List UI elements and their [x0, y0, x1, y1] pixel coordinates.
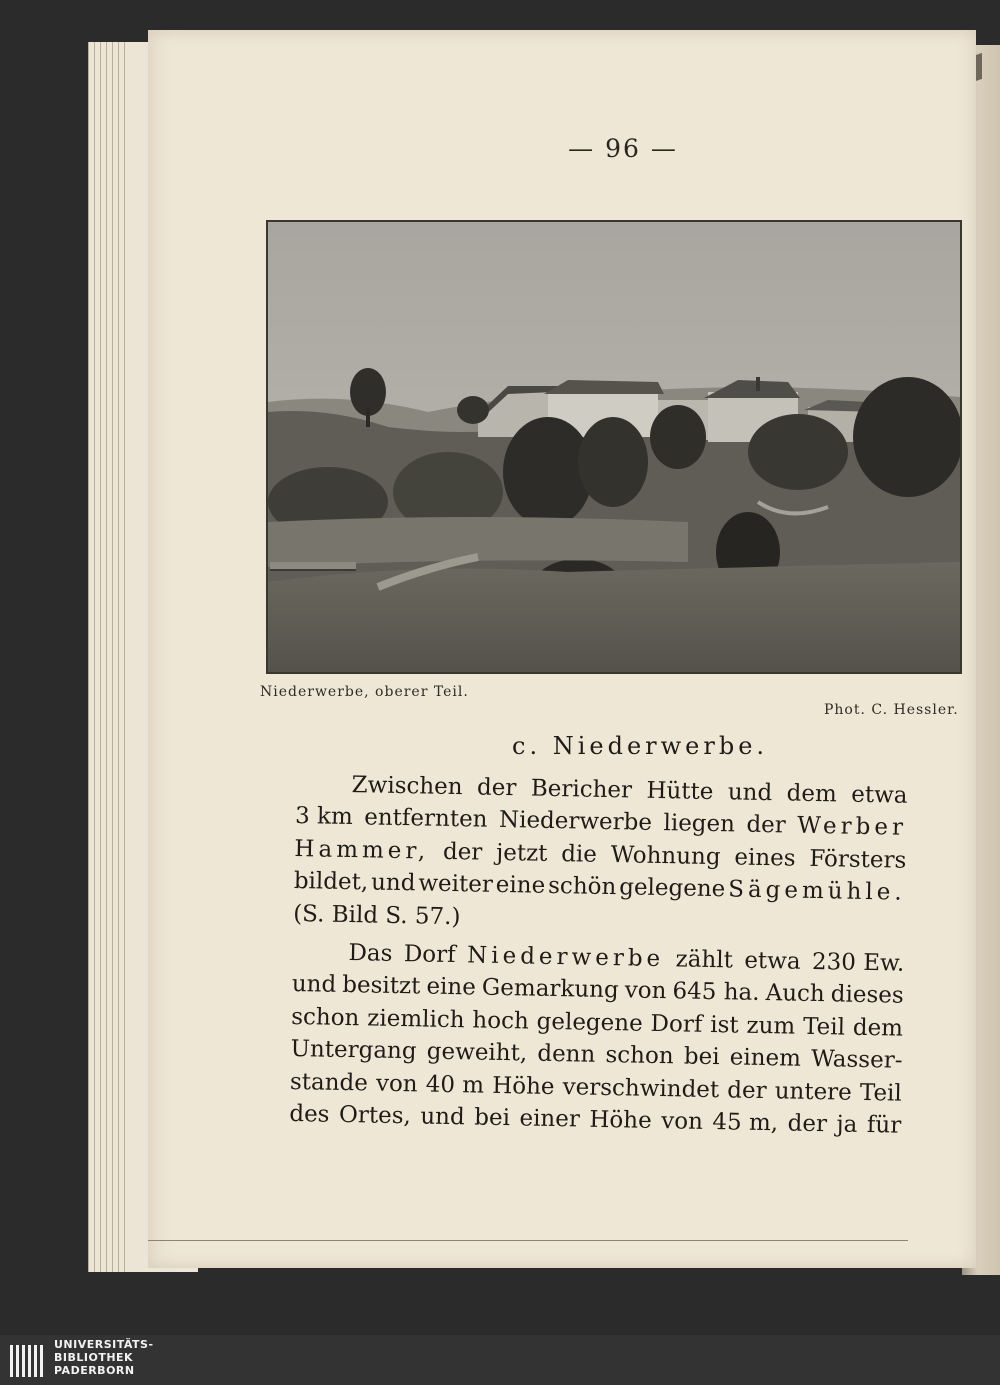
body-text: [289, 768, 908, 1142]
text-line: bildet, und weiter eine schön gelegene Sägemühle.: [293, 868, 906, 906]
text-line: Hammer, der jetzt die Wohnung eines Försters: [294, 835, 907, 874]
text-line: Untergang geweiht, denn schon bei einem Wasser-: [290, 1036, 903, 1074]
text-line: Zwischen der Bericher Hütte und dem etwa: [351, 772, 908, 809]
photo-image: [268, 222, 960, 672]
text-line: Das Dorf Niederwerbe zählt etwa 230 Ew.: [348, 940, 905, 977]
library-footer: [0, 1335, 1000, 1385]
text-line: (S. Bild S. 57.): [292, 900, 461, 930]
photo-credit: Phot. C. Hessler.: [824, 702, 959, 718]
text-line: schon ziemlich hoch gelegene Dorf ist zum Teil dem: [290, 1003, 904, 1042]
text-line: stande von 40 m Höhe verschwindet der untere Teil: [289, 1068, 903, 1107]
page-number: — 96 —: [568, 134, 678, 163]
page-bottom-edge: [148, 1240, 908, 1241]
photo-caption: Niederwerbe, oberer Teil.: [260, 684, 469, 700]
village-photograph: [266, 220, 962, 674]
text-line: und besitzt eine Gemarkung von 645 ha. Auch dieses: [291, 971, 904, 1010]
library-name: UNIVERSITÄTS- BIBLIOTHEK PADERBORN: [54, 1338, 154, 1377]
text-line: des Ortes, und bei einer Höhe von 45 m, der ja für: [289, 1101, 902, 1139]
section-heading: c. Niederwerbe.: [512, 732, 769, 760]
library-logo-icon: [10, 1343, 48, 1379]
text-line: 3 km entfernten Niederwerbe liegen der Werber: [294, 803, 908, 842]
